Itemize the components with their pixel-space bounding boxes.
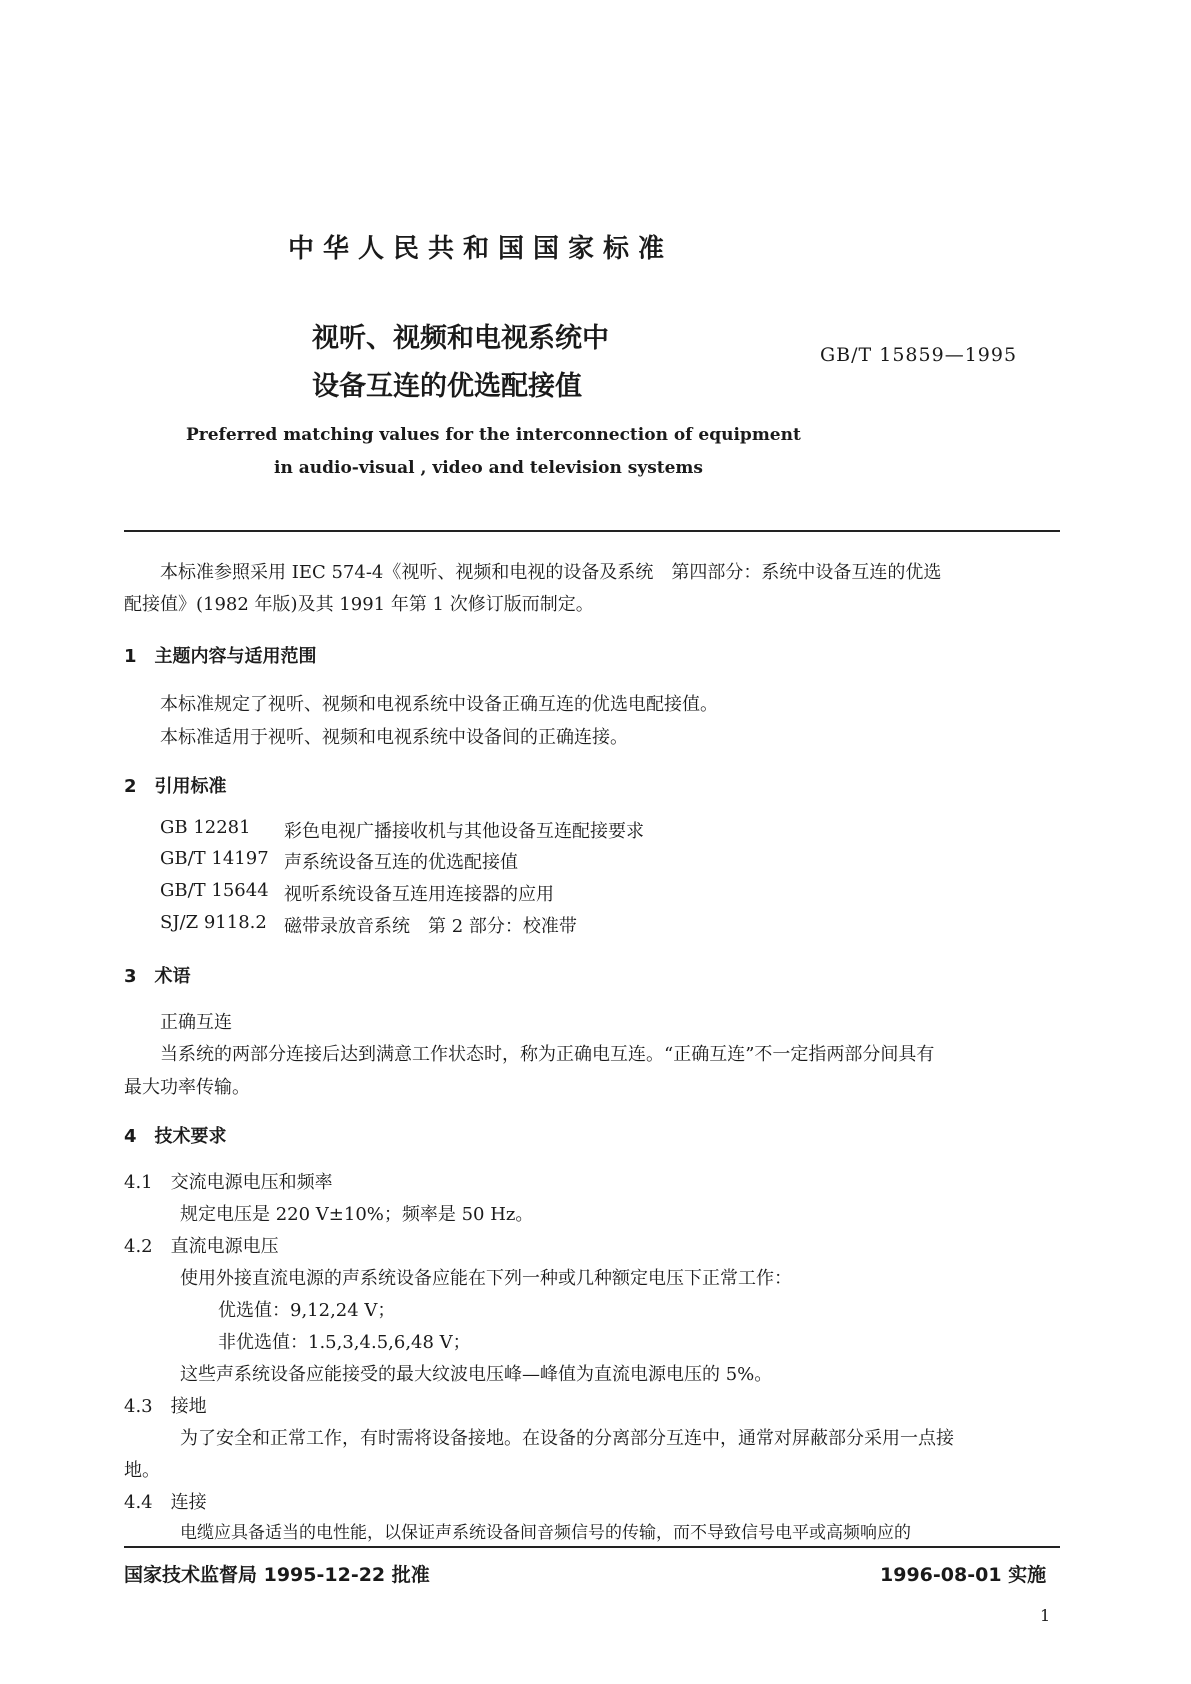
subsection-4-4-heading: 4.4 连接 [124,1492,207,1513]
reference-code: GB/T 15644 [160,880,269,901]
subsection-4-1-heading: 4.1 交流电源电压和频率 [124,1172,333,1193]
title-chinese-line-2: 设备互连的优选配接值 [312,371,582,402]
subsection-4-1-text: 规定电压是 220 V±10%；频率是 50 Hz。 [180,1204,534,1225]
subsection-4-3-heading: 4.3 接地 [124,1396,207,1417]
reference-title: 视听系统设备互连用连接器的应用 [284,884,554,905]
reference-title: 彩色电视广播接收机与其他设备互连配接要求 [284,821,644,842]
preferred-values: 优选值：9,12,24 V； [218,1300,396,1321]
subsection-4-2-text: 使用外接直流电源的声系统设备应能在下列一种或几种额定电压下正常工作： [180,1268,792,1289]
page-number: 1 [1040,1606,1051,1625]
reference-code: GB 12281 [160,817,251,838]
reference-title: 声系统设备互连的优选配接值 [284,852,518,873]
section-1-heading: 1 主题内容与适用范围 [124,646,317,667]
subsection-4-3-line-2: 地。 [124,1460,160,1481]
term-definition-line-2: 最大功率传输。 [124,1077,250,1098]
standard-number: GB/T 15859—1995 [820,344,1018,366]
reference-code: SJ/Z 9118.2 [160,912,267,933]
implementation-date: 1996-08-01 实施 [880,1564,1047,1586]
section-4-heading: 4 技术要求 [124,1126,227,1147]
subsection-4-2-heading: 4.2 直流电源电压 [124,1236,279,1257]
ripple-voltage-text: 这些声系统设备应能接受的最大纹波电压峰—峰值为直流电源电压的 5%。 [180,1364,773,1385]
non-preferred-values: 非优选值：1.5,3,4.5,6,48 V； [218,1332,471,1353]
approval-date: 国家技术监督局 1995-12-22 批准 [124,1564,430,1586]
subsection-4-4-line-1: 电缆应具备适当的电性能，以保证声系统设备间音频信号的传输，而不导致信号电平或高频响应的 [180,1523,911,1543]
reference-code: GB/T 14197 [160,848,269,869]
term-name: 正确互连 [160,1012,232,1033]
section-2-heading: 2 引用标准 [124,776,227,797]
title-english-line-1: Preferred matching values for the interconnection of equipment [186,425,801,445]
intro-line-2: 配接值》(1982 年版)及其 1991 年第 1 次修订版而制定。 [124,594,594,615]
subsection-4-3-line-1: 为了安全和正常工作，有时需将设备接地。在设备的分离部分互连中，通常对屏蔽部分采用一点接 [180,1428,954,1449]
term-definition-line-1: 当系统的两部分连接后达到满意工作状态时，称为正确电互连。“正确互连”不一定指两部分间具有 [160,1044,935,1065]
national-standard-header: 中华人民共和国国家标准 [288,234,674,264]
title-chinese-line-1: 视听、视频和电视系统中 [312,323,609,354]
reference-title: 磁带录放音系统 第 2 部分：校准带 [284,916,577,937]
section-1-paragraph-1: 本标准规定了视听、视频和电视系统中设备正确互连的优选电配接值。 [160,694,718,715]
footer-divider [124,1546,1060,1548]
section-3-heading: 3 术语 [124,966,191,987]
header-divider [124,530,1060,532]
title-english-line-2: in audio-visual , video and television systems [274,458,703,478]
intro-line-1: 本标准参照采用 IEC 574-4《视听、视频和电视的设备及系统 第四部分：系统中设备互连的优选 [160,562,942,583]
section-1-paragraph-2: 本标准适用于视听、视频和电视系统中设备间的正确连接。 [160,727,628,748]
